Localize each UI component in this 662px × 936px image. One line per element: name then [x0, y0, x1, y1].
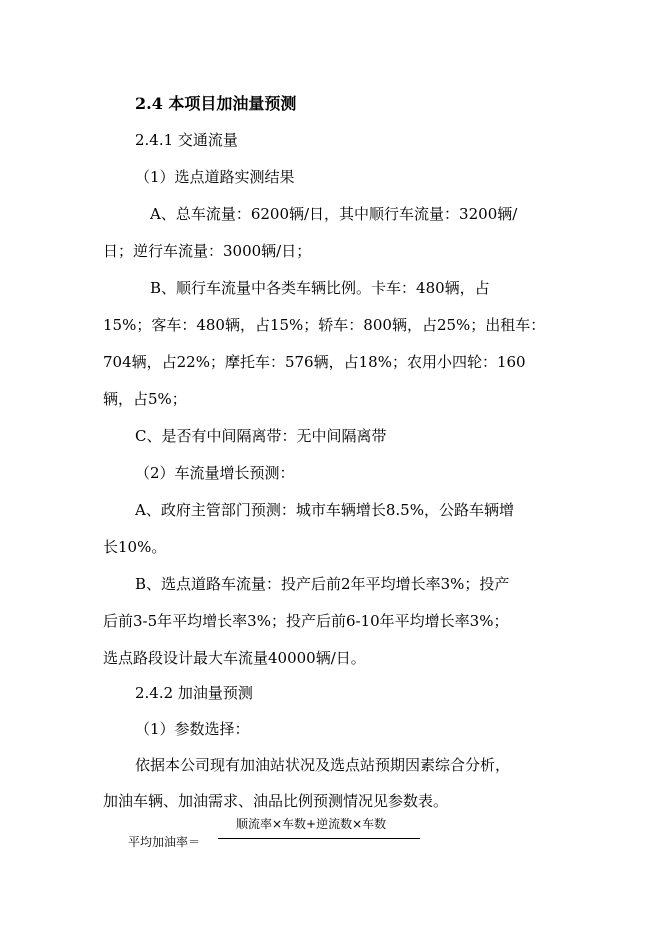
paragraph-b-line: B、顺行车流量中各类车辆比例。卡车：480辆，占 — [150, 279, 490, 297]
formula-numerator: 顺流率×车数+逆流数×车数 — [236, 817, 387, 831]
item-growth-forecast: （2）车流量增长预测： — [135, 464, 295, 482]
paragraph-a-line: A、总车流量：6200辆/日，其中顺行车流量：3200辆/ — [150, 205, 518, 223]
subsection-title-traffic: 2.4.1 交通流量 — [135, 131, 238, 149]
paragraph-b-line: 704辆，占22%；摩托车：576辆，占18%；农用小四轮：160 — [103, 353, 526, 371]
paragraph-gov-line: 长10%。 — [103, 538, 167, 556]
paragraph-basis-line: 加油车辆、加油需求、油品比例预测情况见参数表。 — [103, 792, 449, 810]
subsection-title-fuel: 2.4.2 加油量预测 — [135, 684, 253, 702]
paragraph-road-line: 后前3-5年平均增长率3%；投产后前6-10年平均增长率3%； — [103, 612, 509, 630]
paragraph-a-line: 日；逆行车流量：3000辆/日； — [103, 242, 312, 260]
item-parameter-selection: （1）参数选择： — [135, 720, 250, 738]
paragraph-c: C、是否有中间隔离带：无中间隔离带 — [135, 427, 387, 445]
formula-fraction-bar — [218, 838, 420, 839]
paragraph-road-line: 选点路段设计最大车流量40000辆/日。 — [103, 649, 366, 667]
section-heading: 2.4 本项目加油量预测 — [135, 94, 297, 113]
paragraph-basis-line: 依据本公司现有加油站状况及选点站预期因素综合分析， — [135, 756, 511, 774]
paragraph-b-line: 15%；客车：480辆，占15%；轿车：800辆，占25%；出租车： — [103, 316, 546, 334]
formula-label: 平均加油率＝ — [128, 835, 201, 849]
paragraph-gov-line: A、政府主管部门预测：城市车辆增长8.5%，公路车辆增 — [135, 501, 514, 519]
paragraph-road-line: B、选点道路车流量：投产后前2年平均增长率3%；投产 — [135, 575, 510, 593]
paragraph-b-line: 辆，占5%； — [103, 390, 187, 408]
item-survey-results: （1）选点道路实测结果 — [135, 168, 295, 186]
